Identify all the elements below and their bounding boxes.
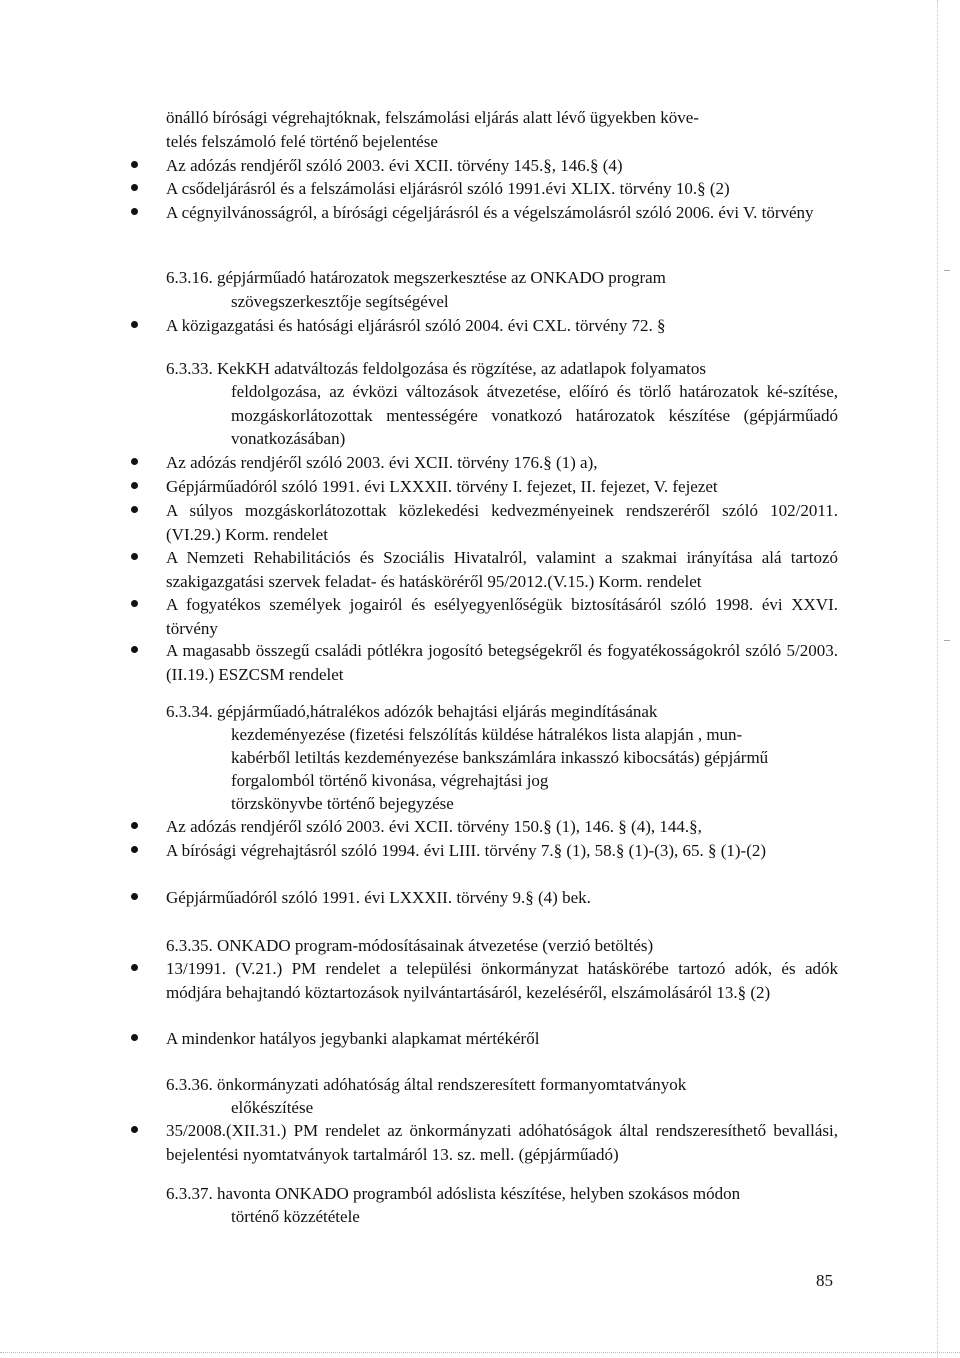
list-item: A mindenkor hatályos jegybanki alapkamat mértékéről — [166, 1029, 540, 1048]
section-title: gépjárműadó határozatok megszerkesztése az ONKADO program — [217, 268, 666, 287]
bullet-dot — [131, 208, 138, 215]
list-item: A Nemzeti Rehabilitációs és Szociális Hivatalról, valamint a szakmai irányítása alá tartozó szakigazgatási szervek feladat- és hatásköréről 95/2012.(V.15.) Korm. rendelet — [166, 548, 838, 591]
section-heading-6-3-16 — [166, 266, 826, 290]
list-item: 13/1991. (V.21.) PM rendelet a települési önkormányzat hatáskörébe tartozó adók, és adók módjára behajtandó köztartozások nyilvántartásáról, kezeléséről, elszámolásáról 13.§ (2) — [166, 959, 838, 1002]
page-number: 85 — [816, 1271, 833, 1290]
section-title-cont: forgalomból történő kivonása, végrehajtási jog — [231, 771, 549, 790]
bullet-dot — [131, 1034, 138, 1041]
bullet-dot — [131, 822, 138, 829]
bullet-dot — [131, 321, 138, 328]
list-item: 35/2008.(XII.31.) PM rendelet az önkormányzati adóhatóságok által rendszeresíthető bevallási, bejelentési nyomtatványok tartalmáról 13. sz. mell. (gépjárműadó) — [166, 1121, 838, 1164]
intro-line-2: telés felszámoló felé történő bejelentése — [166, 132, 438, 151]
section-heading-6-3-35 — [166, 934, 838, 958]
bullet-dot — [131, 646, 138, 653]
section-number: 6.3.36. — [166, 1075, 213, 1094]
list-item: A magasabb összegű családi pótlékra jogosító betegségekről és fogyatékosságokról szóló 5/2003. (II.19.) ESZCSM rendelet — [166, 641, 838, 684]
bullet-dot — [131, 482, 138, 489]
section-heading-6-3-33 — [166, 357, 838, 381]
section-title: havonta ONKADO programból adóslista készítése, helyben szokásos módon — [217, 1184, 741, 1203]
list-item: A csődeljárásról és a felszámolási eljárásról szóló 1991.évi XLIX. törvény 10.§ (2) — [166, 179, 730, 198]
section-title-cont: szövegszerkesztője segítségével — [231, 292, 449, 311]
section-title: KekKH adatváltozás feldolgozása és rögzítése, az adatlapok folyamatos — [217, 359, 707, 378]
section-title-cont: kabérből letiltás kezdeményezése bankszámlára inkasszó kibocsátás) gépjármű — [231, 748, 769, 767]
bullet-dot — [131, 161, 138, 168]
section-number: 6.3.33. — [166, 359, 213, 378]
section-title: önkormányzati adóhatóság által rendszeresített formanyomtatványok — [217, 1075, 687, 1094]
bullet-dot — [131, 184, 138, 191]
bullet-dot — [131, 964, 138, 971]
section-title-cont: törzskönyvbe történő bejegyzése — [231, 794, 454, 813]
list-item: A fogyatékos személyek jogairól és esélyegyenlőségük biztosításáról szóló 1998. évi XXVI. törvény — [166, 595, 838, 638]
section-title-cont: kezdeményezése (fizetési felszólítás küldése hátralékos lista alapján , mun- — [231, 725, 743, 744]
section-title-cont: előkészítése — [231, 1098, 314, 1117]
section-number: 6.3.37. — [166, 1184, 213, 1203]
section-number: 6.3.16. — [166, 268, 213, 287]
bullet-dot — [131, 458, 138, 465]
list-item: A súlyos mozgáskorlátozottak közlekedési kedvezményeinek rendszeréről szóló 102/2011. (VI.29.) Korm. rendelet — [166, 501, 838, 544]
section-title-cont: feldolgozása, az évközi változások átvezetése, előíró és törlő határozatok ké-szítése, mozgáskorlátozottak mentességére vonatkozó határozatok készítése (gépjárműadó vonatkozásában) — [231, 382, 838, 448]
list-item: Az adózás rendjéről szóló 2003. évi XCII. törvény 176.§ (1) a), — [166, 453, 598, 472]
section-number: 6.3.35. — [166, 936, 213, 955]
scan-edge — [937, 0, 952, 1358]
list-item: Gépjárműadóról szóló 1991. évi LXXXII. törvény 9.§ (4) bek. — [166, 888, 591, 907]
section-title-cont: történő közzététele — [231, 1207, 360, 1226]
list-item: Az adózás rendjéről szóló 2003. évi XCII. törvény 145.§, 146.§ (4) — [166, 156, 623, 175]
list-item: A cégnyilvánosságról, a bírósági cégeljárásról és a végelszámolásról szóló 2006. évi V. törvény — [166, 203, 814, 222]
list-item: A közigazgatási és hatósági eljárásról szóló 2004. évi CXL. törvény 72. § — [166, 316, 666, 335]
intro-line-1: önálló bírósági végrehajtóknak, felszámolási eljárás alatt lévő ügyekben köve- — [166, 108, 699, 127]
section-title: gépjárműadó,hátralékos adózók behajtási eljárás megindításának — [217, 702, 658, 721]
list-item: Az adózás rendjéről szóló 2003. évi XCII. törvény 150.§ (1), 146. § (4), 144.§, — [166, 817, 702, 836]
section-heading-6-3-34 — [166, 700, 838, 724]
bullet-dot — [131, 600, 138, 607]
section-heading-6-3-36 — [166, 1073, 838, 1097]
scan-mark — [944, 640, 950, 641]
list-item: Gépjárműadóról szóló 1991. évi LXXXII. törvény I. fejezet, II. fejezet, V. fejezet — [166, 477, 718, 496]
section-title: ONKADO program-módosításainak átvezetése (verzió betöltés) — [217, 936, 654, 955]
scan-mark — [944, 270, 950, 271]
section-number: 6.3.34. — [166, 702, 213, 721]
list-item: A bírósági végrehajtásról szóló 1994. évi LIII. törvény 7.§ (1), 58.§ (1)-(3), 65. § (1)-(2) — [166, 841, 767, 860]
bullet-dot — [131, 893, 138, 900]
bullet-dot — [131, 1126, 138, 1133]
bullet-dot — [131, 846, 138, 853]
bullet-dot — [131, 506, 138, 513]
section-heading-6-3-37 — [166, 1182, 838, 1206]
bullet-dot — [131, 553, 138, 560]
scan-bottom-edge — [0, 1352, 960, 1353]
